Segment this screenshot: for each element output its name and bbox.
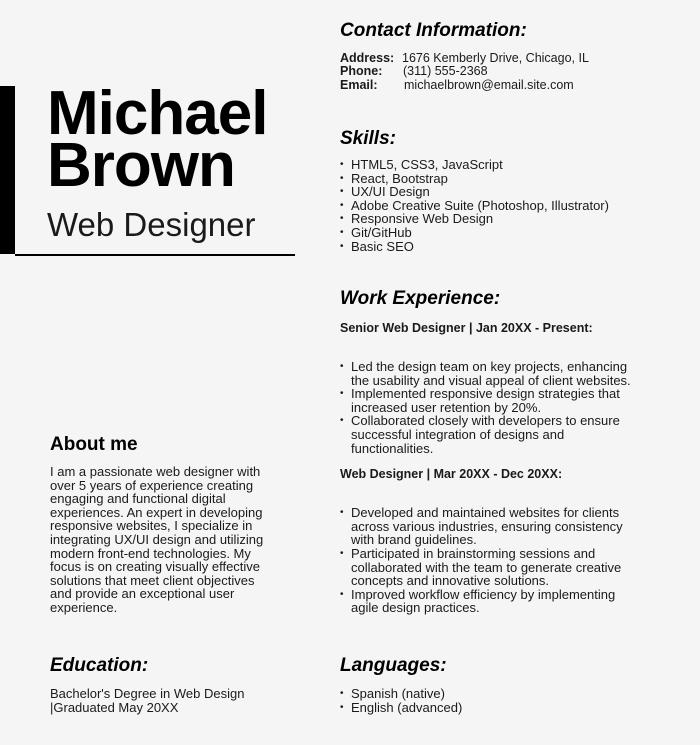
phone-label: Phone: — [340, 64, 383, 79]
list-item: • HTML5, CSS3, JavaScript — [340, 158, 609, 172]
address-row — [340, 52, 589, 65]
job-bullets — [340, 360, 640, 455]
skills-heading: Skills: — [340, 128, 396, 149]
list-item: • Git/GitHub — [340, 226, 609, 240]
list-item: • Led the design team on key projects, enhancing the usability and visual appeal of client websites. — [340, 360, 640, 387]
work-heading: Work Experience: — [340, 288, 501, 309]
job-entry — [340, 321, 640, 455]
email-row — [340, 79, 589, 92]
address-value: 1676 Kemberly Drive, Chicago, IL — [402, 51, 589, 65]
education-section — [50, 655, 280, 714]
accent-bar — [0, 86, 15, 254]
list-item: • Adobe Creative Suite (Photoshop, Illustrator) — [340, 199, 609, 213]
last-name: Brown — [47, 131, 235, 200]
job-title-heading: Web Designer — [47, 206, 256, 243]
job-title: Web Designer | Mar 20XX - Dec 20XX: — [340, 467, 563, 482]
list-item: • Spanish (native) — [340, 687, 462, 701]
list-item: • Implemented responsive design strategies that increased user retention by 20%. — [340, 387, 640, 414]
title-divider — [15, 254, 295, 256]
phone-value: (311) 555-2368 — [403, 64, 488, 79]
about-section — [50, 434, 270, 615]
languages-list — [340, 687, 462, 714]
email-label: Email: — [340, 77, 378, 92]
list-item: • Developed and maintained websites for clients across various industries, ensuring consistency with brand guidelines. — [340, 506, 640, 547]
education-heading: Education: — [50, 655, 149, 676]
address-label: Address: — [340, 51, 395, 65]
list-item: • English (advanced) — [340, 701, 462, 715]
skills-list — [340, 158, 609, 253]
list-item: • Responsive Web Design — [340, 212, 609, 226]
languages-heading: Languages: — [340, 655, 447, 676]
name-heading — [47, 79, 268, 200]
first-name: Michael — [47, 79, 268, 148]
list-item: • Participated in brainstorming sessions and collaborated with the team to generate creative concepts and innovative solutions. — [340, 547, 640, 588]
phone-row — [340, 65, 589, 78]
list-item: • React, Bootstrap — [340, 172, 609, 186]
contact-section — [340, 20, 589, 92]
about-text: I am a passionate web designer with over 5 years of experience creating engaging and functional digital experiences. An expert in developing responsive websites, I specialize in integrating UX/UI design and utilizing modern front-end technologies. My focus is on creating visually effective solutions that meet client objectives and provide an exceptional user experience. — [50, 464, 264, 615]
list-item: • Collaborated closely with developers to ensure successful integration of designs and functionalities. — [340, 414, 640, 455]
languages-section — [340, 655, 462, 714]
about-heading: About me — [50, 434, 138, 455]
skills-section — [340, 128, 609, 253]
job-title: Senior Web Designer | Jan 20XX - Present: — [340, 321, 593, 335]
list-item: • Improved workflow efficiency by implementing agile design practices. — [340, 588, 640, 615]
graduation-text: |Graduated May 20XX — [50, 699, 179, 715]
job-bullets — [340, 506, 640, 615]
work-experience-section — [340, 288, 640, 627]
list-item: • UX/UI Design — [340, 185, 609, 199]
list-item: • Basic SEO — [340, 240, 609, 254]
job-entry — [340, 467, 640, 615]
email-value: michaelbrown@email.site.com — [404, 77, 574, 92]
contact-heading: Contact Information: — [340, 20, 527, 41]
degree-text: Bachelor's Degree in Web Design — [50, 686, 245, 701]
